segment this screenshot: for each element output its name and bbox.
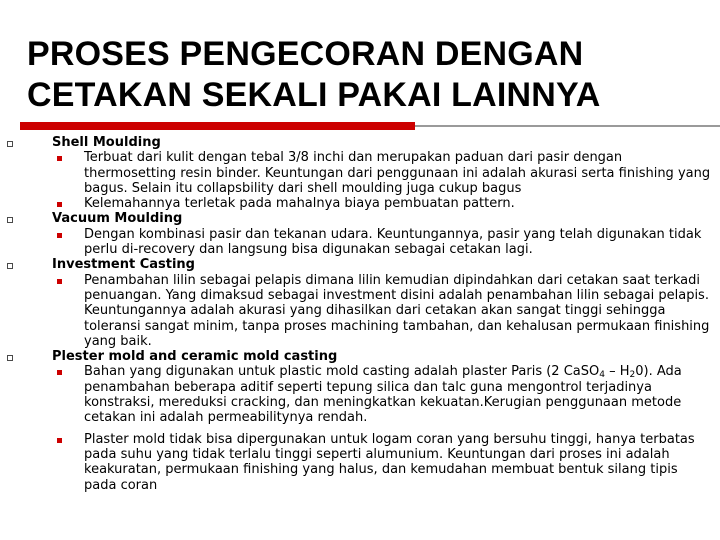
hollow-square-bullet-icon <box>7 355 13 361</box>
red-square-bullet-icon <box>57 202 62 207</box>
section-shell-moulding <box>0 135 720 211</box>
list-item <box>0 196 720 211</box>
section-vacuum-moulding <box>0 211 720 257</box>
hollow-square-bullet-icon <box>7 217 13 223</box>
subscript-4: 4 <box>599 370 605 381</box>
red-square-bullet-icon <box>57 233 62 238</box>
title-line-1: PROSES PENGECORAN DENGAN <box>27 35 584 73</box>
slide-body <box>0 135 720 493</box>
subscript-2: 2 <box>629 370 636 381</box>
section-plaster-ceramic-mold <box>0 349 720 493</box>
red-square-bullet-icon <box>57 370 62 375</box>
section-heading: Investment Casting <box>52 257 195 273</box>
title-line-2: CETAKAN SEKALI PAKAI LAINNYA <box>27 76 601 114</box>
hollow-square-bullet-icon <box>7 263 13 269</box>
list-item <box>0 432 720 493</box>
hollow-square-bullet-icon <box>7 141 13 147</box>
list-item-text: Penambahan lilin sebagai pelapis dimana lilin kemudian dipindahkan dari cetakan saat terkadi penuangan. Yang dimaksud sebagai investment disini adalah penambahan lilin sebagai pelapis. Keuntungannya adalah akurasi yang dihasilkan dari cetakan akan sangat tinggi sehingga toleransi sangat minim, tanpa proses machining tambahan, dan kehalusan permukaan finishing yang baik. <box>84 272 710 349</box>
list-item <box>0 227 720 258</box>
list-item-text: Terbuat dari kulit dengan tebal 3/8 inchi dan merupakan paduan dari pasir dengan thermosetting resin binder. Keuntungan dari penggunaan ini adalah akurasi serta finishing yang bagus. Selain itu collapsbility dari shell moulding juga cukup bagus <box>84 150 711 196</box>
text-part: 0). Ada penambahan beberapa aditif seperti tepung silica dan talc guna mengontrol terjadinya konstraksi, mereduksi cracking, dan meningkatkan kekuatan.Kerugian penggunaan metode cetakan ini adalah permeabilitynya rendah. <box>84 364 682 426</box>
list-item <box>0 273 720 349</box>
list-item-text <box>84 364 714 425</box>
red-square-bullet-icon <box>57 279 62 284</box>
title-divider <box>20 122 720 130</box>
red-square-bullet-icon <box>57 438 62 443</box>
list-item <box>0 150 720 196</box>
text-part: – H <box>604 364 630 380</box>
list-item-text: Plaster mold tidak bisa dipergunakan untuk logam coran yang bersuhu tinggi, hanya terbatas pada suhu yang tidak terlalu tinggi seperti alumunium. Keuntungan dari proses ini adalah keakuratan, permukaan finishing yang halus, dan kemudahan membuat bentuk silang tipis pada coran <box>84 431 695 493</box>
list-item-text: Kelemahannya terletak pada mahalnya biaya pembuatan pattern. <box>84 196 515 212</box>
text-part: Bahan yang digunakan untuk plastic mold casting adalah plaster Paris (2 CaSO <box>84 364 600 380</box>
red-square-bullet-icon <box>57 156 62 161</box>
divider-red-bar <box>20 122 415 130</box>
slide-title <box>27 34 707 116</box>
section-investment-casting <box>0 257 720 349</box>
list-item <box>0 364 720 425</box>
list-item-text: Dengan kombinasi pasir dan tekanan udara. Keuntungannya, pasir yang telah digunakan tidak perlu di-recovery dan langsung bisa digunakan sebagai cetakan lagi. <box>84 226 702 258</box>
section-heading: Plester mold and ceramic mold casting <box>52 349 338 365</box>
section-heading: Vacuum Moulding <box>52 211 183 227</box>
section-heading: Shell Moulding <box>52 135 161 150</box>
